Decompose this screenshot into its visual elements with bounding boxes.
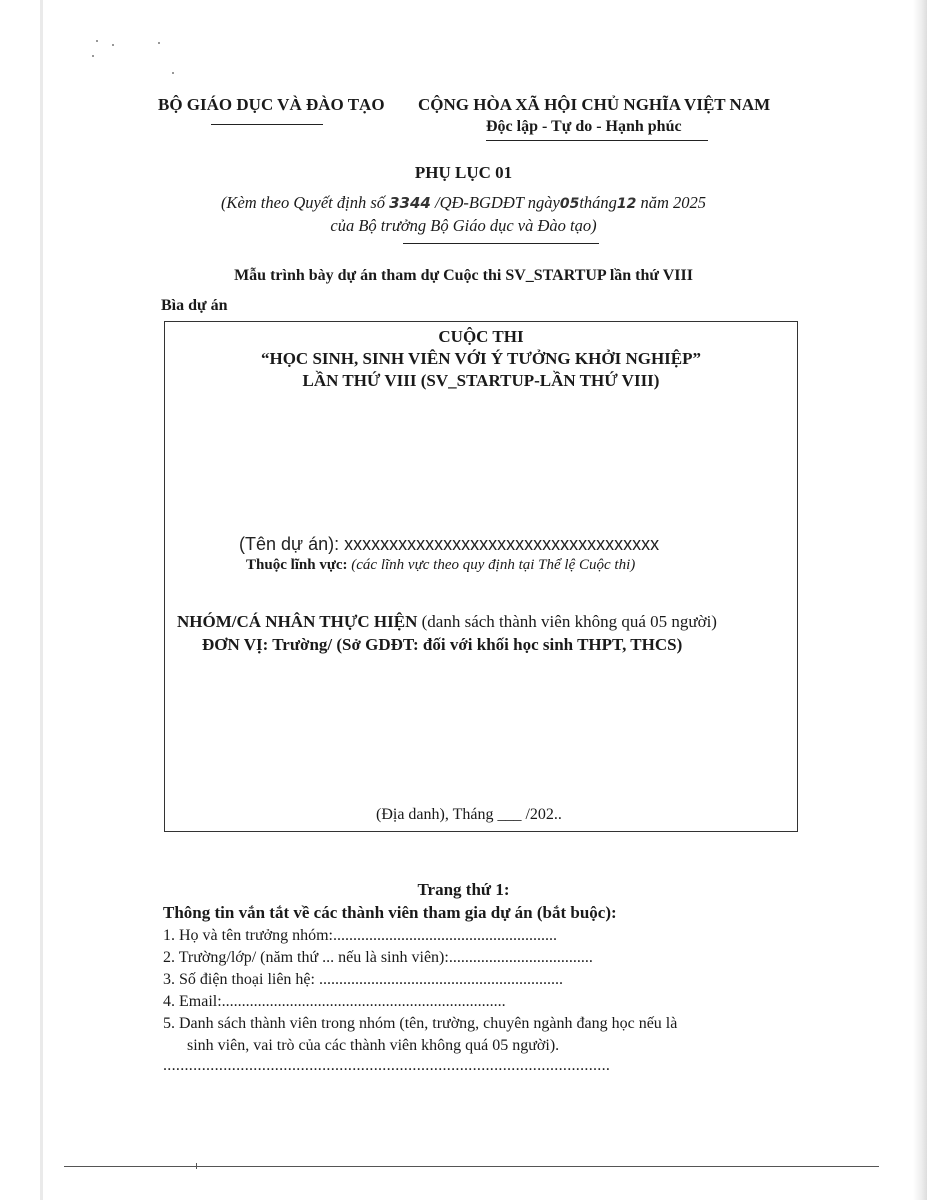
info-item-members-cont: sinh viên, vai trò của các thành viên không quá 05 người). xyxy=(187,1037,560,1054)
cover-contest-edition: LẦN THỨ VIII (SV_STARTUP-LẦN THỨ VIII) xyxy=(302,371,660,390)
ministry-underline xyxy=(211,124,323,125)
issuer-underline xyxy=(403,243,599,244)
cover-contest-name: “HỌC SINH, SINH VIÊN VỚI Ý TƯỞNG KHỞI NGHIỆP” xyxy=(260,349,702,368)
template-title: Mẫu trình bày dự án tham dự Cuộc thi SV_STARTUP lần thứ VIII xyxy=(234,267,693,284)
team-line xyxy=(177,612,717,632)
field-label: Thuộc lĩnh vực: xyxy=(246,557,348,573)
info-item-members: 5. Danh sách thành viên trong nhóm (tên, trường, chuyên ngành đang học nếu là xyxy=(163,1015,678,1032)
appendix-title: PHỤ LỤC 01 xyxy=(414,163,513,182)
cover-contest: CUỘC THI xyxy=(438,327,524,346)
decision-month: 12 xyxy=(616,196,637,212)
decision-mid: /QĐ-BGDĐT ngày xyxy=(435,193,560,212)
motto-underline xyxy=(486,140,708,141)
scan-speck xyxy=(172,72,174,74)
cover-label: Bìa dự án xyxy=(161,297,228,314)
field-note: (các lĩnh vực theo quy định tại Thể lệ Cuộc thi) xyxy=(351,557,636,573)
scan-speck xyxy=(96,40,98,42)
ministry-name: BỘ GIÁO DỤC VÀ ĐÀO TẠO xyxy=(158,95,385,114)
decision-year: năm 2025 xyxy=(640,193,707,212)
decision-prefix: (Kèm theo Quyết định số xyxy=(220,193,385,212)
bottom-rule xyxy=(64,1166,879,1167)
dotted-line: ........................................................................................................ xyxy=(163,1057,611,1074)
decision-issuer: của Bộ trưởng Bộ Giáo dục và Đào tạo) xyxy=(330,216,597,235)
nation-name: CỘNG HÒA XÃ HỘI CHỦ NGHĨA VIỆT NAM xyxy=(418,95,771,114)
project-cover-frame xyxy=(164,321,798,832)
bottom-tick xyxy=(196,1163,197,1169)
page1-subtitle: Thông tin vắn tắt về các thành viên tham gia dự án (bắt buộc): xyxy=(163,903,617,922)
national-motto: Độc lập - Tự do - Hạnh phúc xyxy=(486,118,682,135)
decision-number: 3344 xyxy=(389,194,431,212)
project-field xyxy=(246,557,635,574)
info-item-phone: 3. Số điện thoại liên hệ: ............................................................. xyxy=(163,971,563,988)
team-note: (danh sách thành viên không quá 05 người) xyxy=(421,612,717,631)
unit-line: ĐƠN VỊ: Trường/ (Sở GDĐT: đối với khối học sinh THPT, THCS) xyxy=(202,635,683,654)
decision-month-word: tháng xyxy=(579,193,617,212)
decision-reference xyxy=(0,193,927,213)
decision-day: 05 xyxy=(559,196,580,212)
project-name: (Tên dự án): xxxxxxxxxxxxxxxxxxxxxxxxxxxxxxxxxxx xyxy=(239,534,660,554)
info-item-school: 2. Trường/lớp/ (năm thứ ... nếu là sinh viên):.................................... xyxy=(163,949,593,966)
place-date: (Địa danh), Tháng ___ /202.. xyxy=(376,806,562,823)
info-item-email: 4. Email:....................................................................... xyxy=(163,993,506,1010)
info-item-leader: 1. Họ và tên trưởng nhóm:........................................................ xyxy=(163,927,557,944)
page1-title: Trang thứ 1: xyxy=(417,880,510,899)
scan-speck xyxy=(92,55,94,57)
team-label: NHÓM/CÁ NHÂN THỰC HIỆN xyxy=(177,612,418,631)
scan-speck xyxy=(158,42,160,44)
scan-speck xyxy=(112,44,114,46)
